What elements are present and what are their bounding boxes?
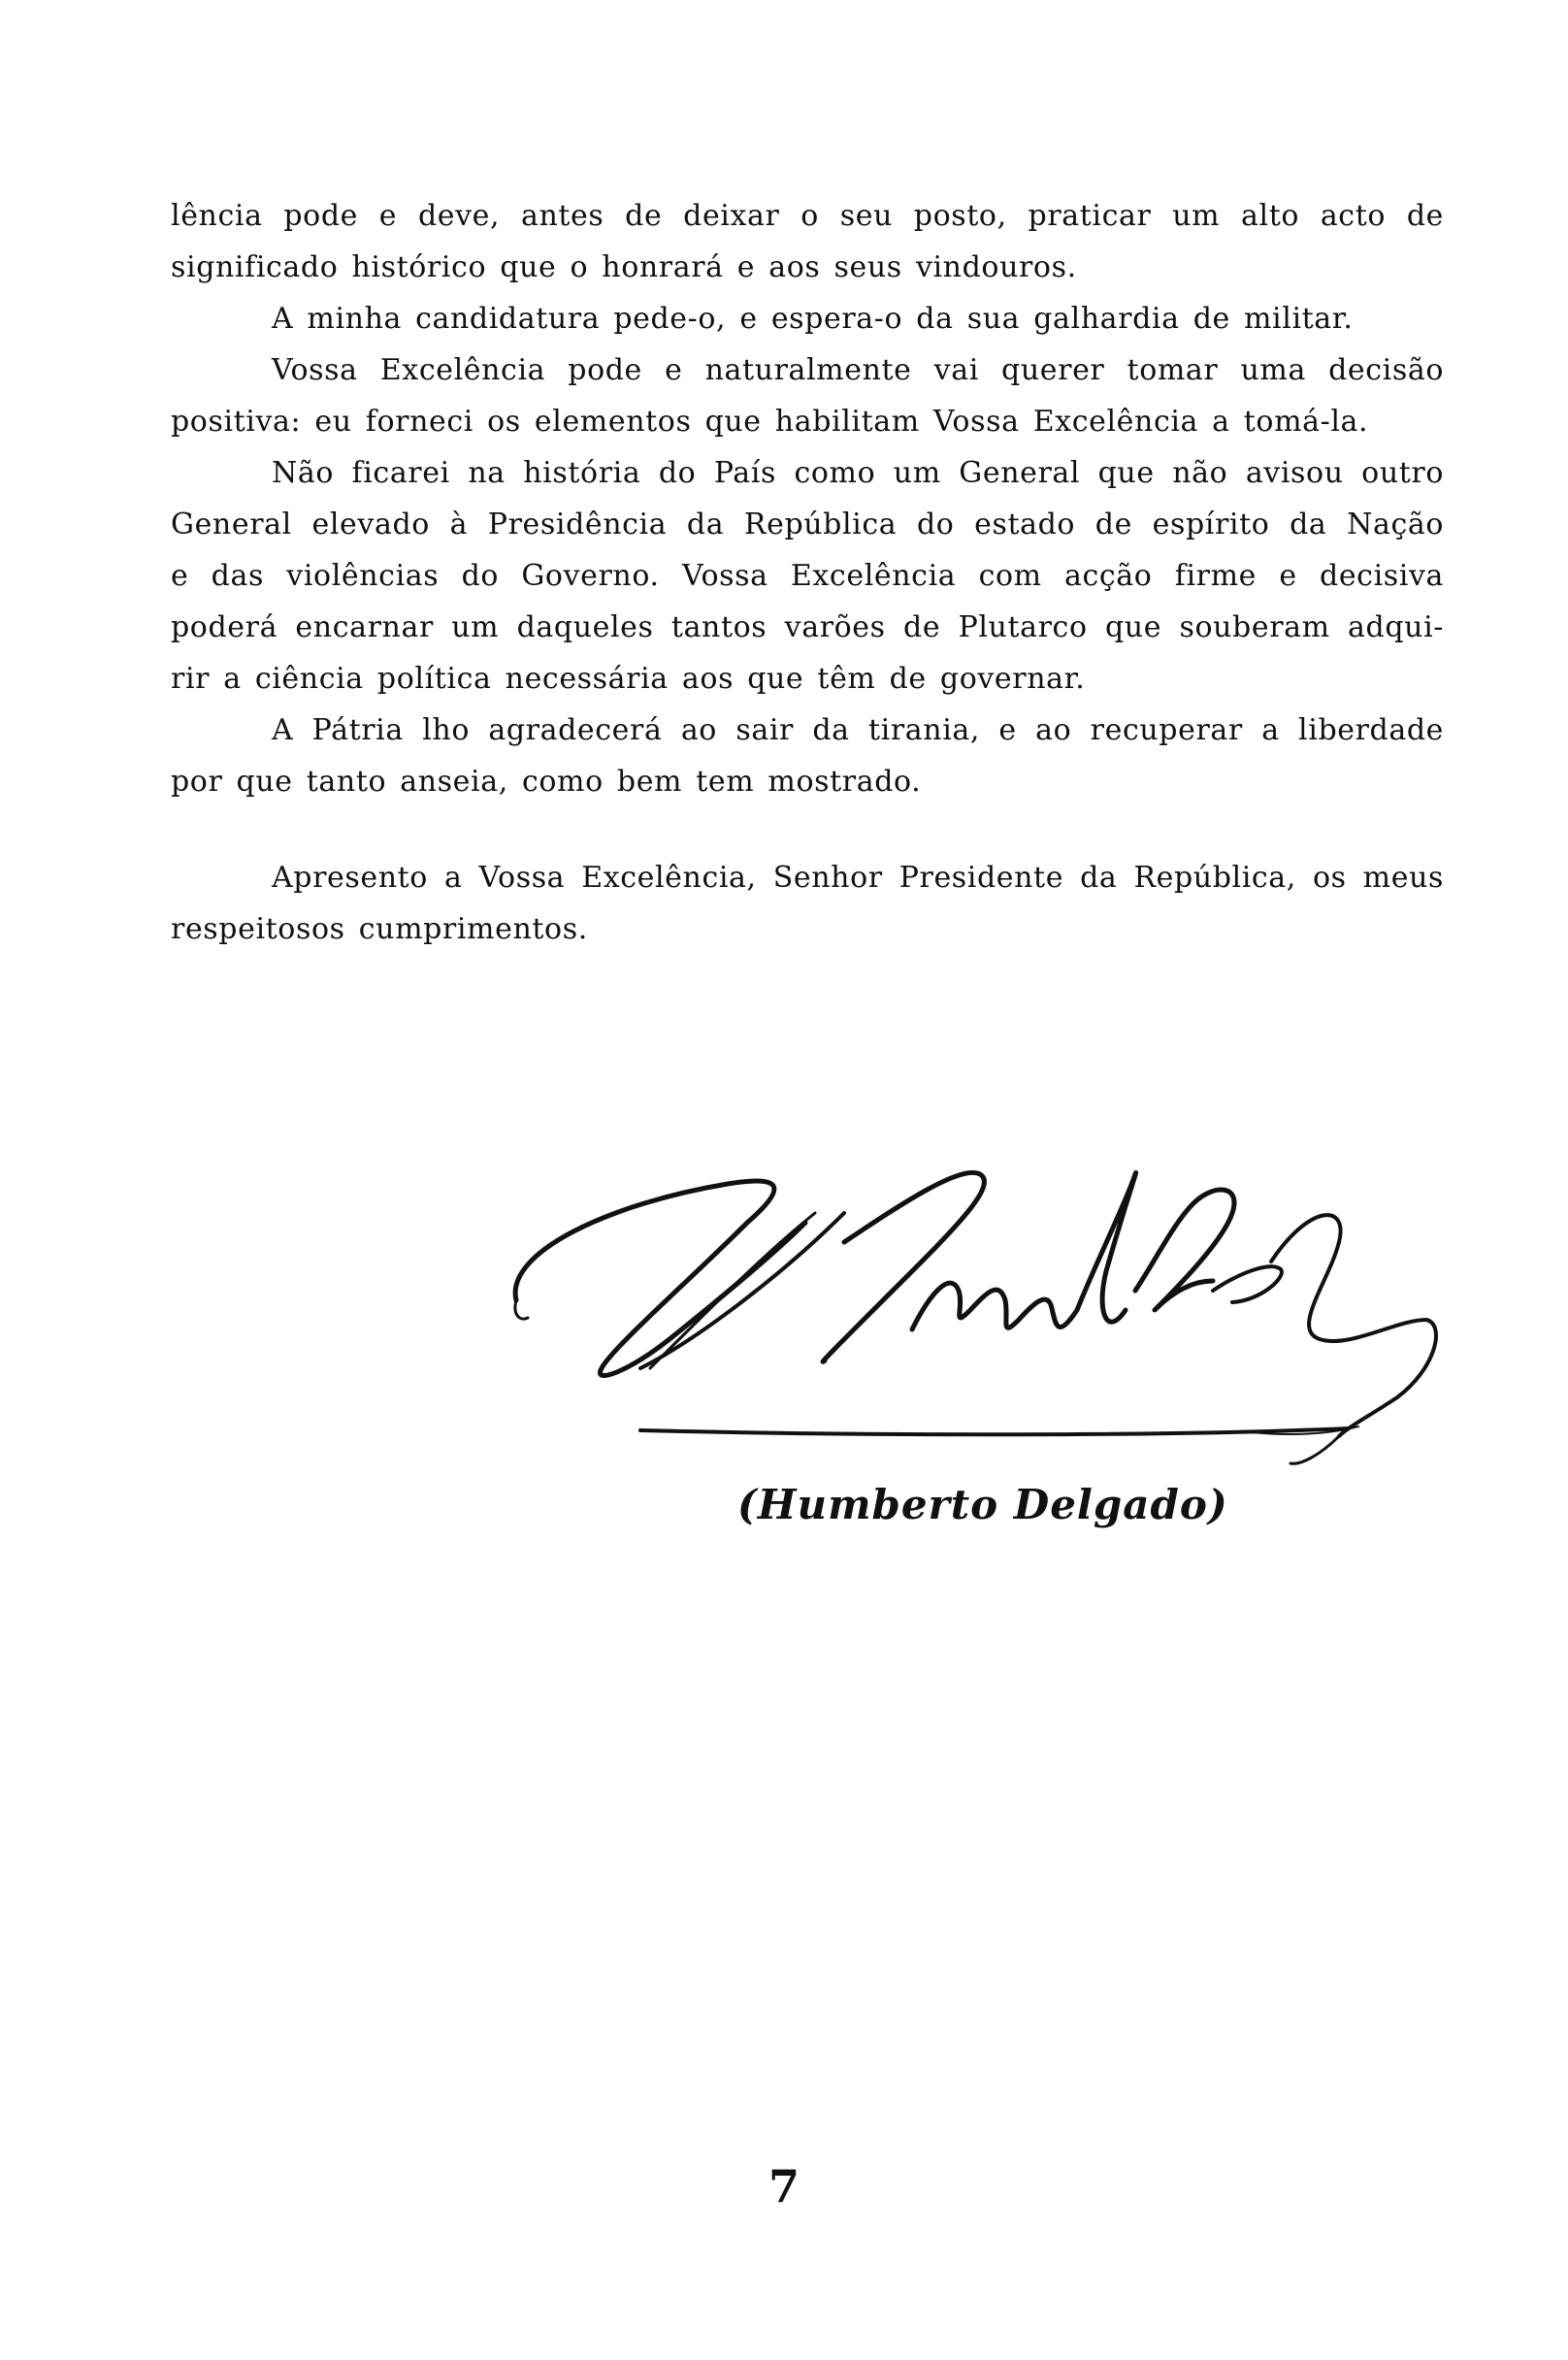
text-line: A minha candidatura pede-o, e espera-o da sua galhardia de militar.: [272, 302, 1354, 336]
handwritten-signature: [495, 1145, 1446, 1514]
text-line: A Pátria lho agradecerá ao sair da tirania, e ao recuperar a liberdade: [272, 713, 1444, 747]
text-line: por que tanto anseia, como bem tem mostrado.: [171, 765, 922, 799]
page-number: 7: [768, 2160, 800, 2212]
text-line: significado histórico que o honrará e aos seus vindouros.: [171, 250, 1077, 284]
text-line: Apresento a Vossa Excelência, Senhor Presidente da República, os meus: [272, 861, 1444, 895]
text-line: respeitosos cumprimentos.: [171, 912, 588, 946]
letter-body: [171, 190, 1444, 955]
text-line: Vossa Excelência pode e naturalmente vai querer tomar uma decisão: [272, 353, 1444, 387]
text-line: lência pode e deve, antes de deixar o seu posto, praticar um alto acto de: [171, 199, 1444, 233]
text-line: e das violências do Governo. Vossa Excelência com acção firme e decisiva: [171, 559, 1444, 593]
text-line: poderá encarnar um daqueles tantos varões de Plutarco que souberam adqui-: [171, 610, 1444, 644]
text-line: positiva: eu forneci os elementos que habilitam Vossa Excelência a tomá-la.: [171, 405, 1369, 439]
paragraph-gap: [171, 807, 1444, 852]
text-line: General elevado à Presidência da República do estado de espírito da Nação: [171, 508, 1444, 541]
text-line: Não ficarei na história do País como um General que não avisou outro: [272, 456, 1444, 490]
signatory-name: (Humberto Delgado): [737, 1481, 1228, 1528]
text-line: rir a ciência política necessária aos que têm de governar.: [171, 662, 1086, 696]
